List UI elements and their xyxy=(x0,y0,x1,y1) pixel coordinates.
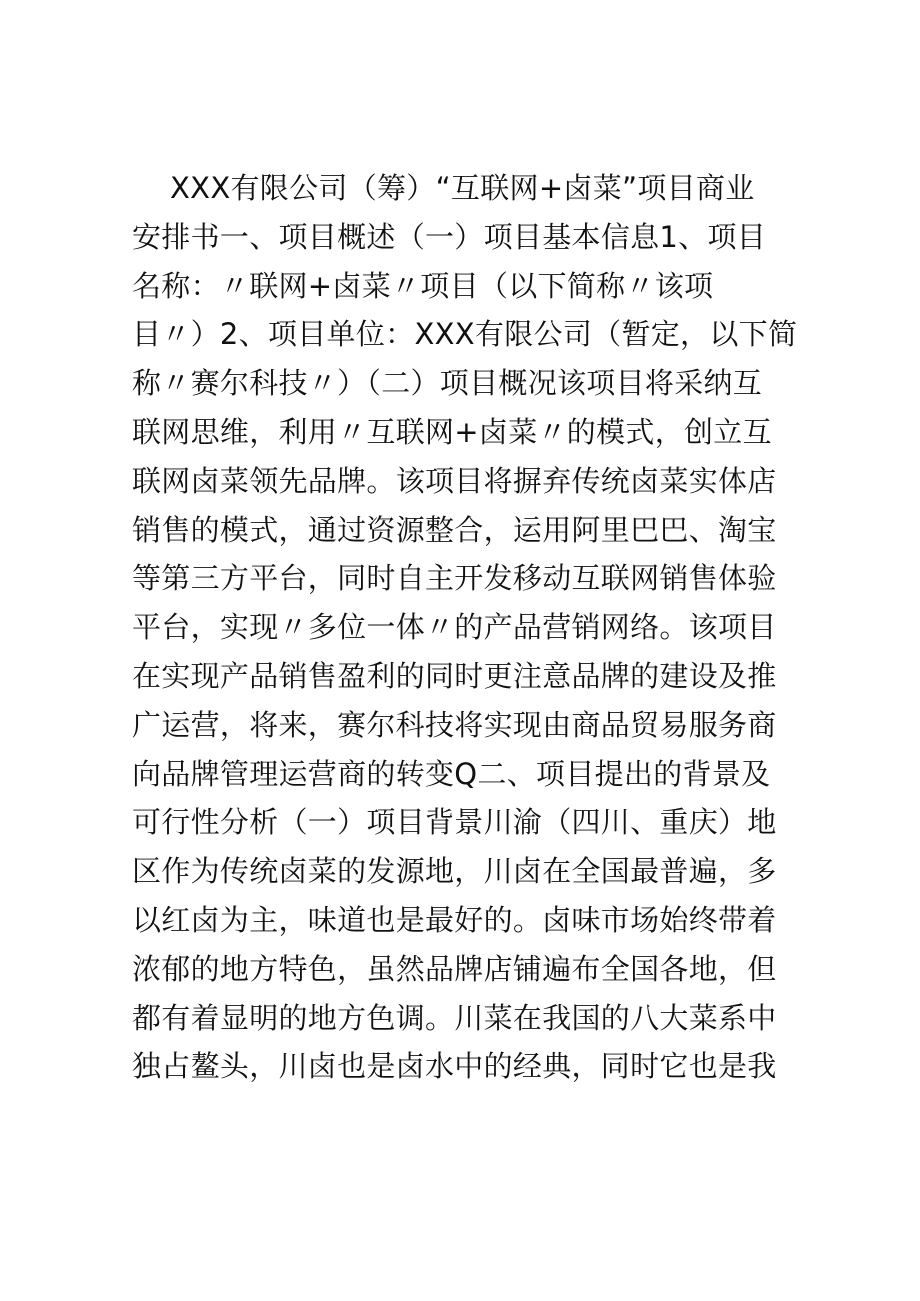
text-line: 独占鳌头，川卤也是卤水中的经典，同时它也是我 xyxy=(132,1049,777,1084)
text-line: 广运营，将来，赛尔科技将实现由商品贸易服务商 xyxy=(132,707,777,742)
text-line: 以红卤为主，味道也是最好的。卤味市场始终带着 xyxy=(132,902,777,937)
text-line: 联网卤菜领先品牌。该项目将摒弃传统卤菜实体店 xyxy=(132,463,777,498)
text-line: 平台，实现〃多位一体〃的产品营销网络。该项目 xyxy=(132,610,777,645)
text-line: 区作为传统卤菜的发源地，川卤在全国最普遍，多 xyxy=(132,854,777,889)
text-line: 销售的模式，通过资源整合，运用阿里巴巴、淘宝 xyxy=(132,512,777,547)
text-line: 可行性分析（一）项目背景川渝（四川、重庆）地 xyxy=(132,805,777,840)
text-line: 安排书一、项目概述（一）项目基本信息1、项目 xyxy=(132,219,767,254)
text-line: 等第三方平台，同时自主开发移动互联网销售体验 xyxy=(132,561,777,596)
text-line: 向品牌管理运营商的转变Q二、项目提出的背景及 xyxy=(132,756,771,791)
text-line: 称〃赛尔科技〃）（二）项目概况该项目将采纳互 xyxy=(132,366,763,401)
text-line: 浓郁的地方特色，虽然品牌店铺遍布全国各地，但 xyxy=(132,951,777,986)
text-line: 都有着显明的地方色调。川菜在我国的八大菜系中 xyxy=(132,1000,777,1035)
text-line: 目〃）2、项目单位：XXX有限公司（暂定，以下简 xyxy=(132,317,798,352)
text-line: 联网思维，利用〃互联网+卤菜〃的模式，创立互 xyxy=(132,414,772,449)
text-line: 在实现产品销售盈利的同时更注意品牌的建设及推 xyxy=(132,658,777,693)
document-body xyxy=(132,164,798,1091)
text-line: XXX有限公司（筹）“互联网+卤菜”项目商业 xyxy=(170,171,755,205)
text-line: 名称：〃联网+卤菜〃项目（以下简称〃该项 xyxy=(132,268,714,303)
